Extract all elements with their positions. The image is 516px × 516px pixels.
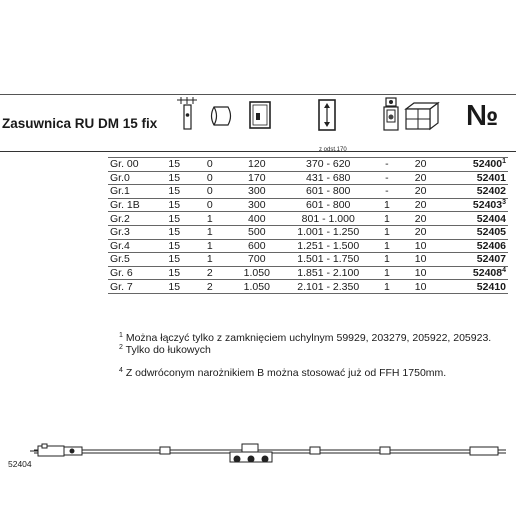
cell-pack: 10 bbox=[402, 266, 440, 280]
footnote-ref: 4 bbox=[502, 267, 506, 275]
table-row bbox=[108, 171, 508, 185]
article-number: 52408 bbox=[472, 267, 503, 280]
cell-code bbox=[439, 266, 508, 280]
cell-size: Gr.0 bbox=[108, 171, 158, 185]
table-row bbox=[108, 280, 508, 294]
cell-pack: 10 bbox=[402, 253, 440, 267]
article-number: 52406 bbox=[476, 239, 506, 252]
cell-pack: 10 bbox=[402, 239, 440, 253]
cell-range: 601 - 800 bbox=[284, 185, 372, 199]
footnote-text: Można łączyć tylko z zamknięciem uchylnym 59929, 203279, 205922, 205923. bbox=[125, 332, 492, 344]
cell-a: 15 bbox=[158, 158, 190, 172]
footnote-1 bbox=[119, 332, 491, 344]
cell-c: - bbox=[372, 171, 402, 185]
footnote-2 bbox=[119, 344, 211, 356]
cell-a: 15 bbox=[158, 266, 190, 280]
cell-c: 1 bbox=[372, 239, 402, 253]
cell-code bbox=[439, 280, 508, 294]
cell-range: 801 - 1.000 bbox=[284, 212, 372, 226]
footnote-ref: 1 bbox=[502, 158, 506, 166]
cell-range: 1.501 - 1.750 bbox=[284, 253, 372, 267]
product-title: Zasuwnica RU DM 15 fix bbox=[2, 116, 158, 131]
cell-range: 601 - 800 bbox=[284, 198, 372, 212]
cell-a: 15 bbox=[158, 239, 190, 253]
cell-c: - bbox=[372, 185, 402, 199]
cell-a: 15 bbox=[158, 212, 190, 226]
cell-len: 300 bbox=[229, 185, 284, 199]
article-number: 52410 bbox=[476, 280, 506, 293]
cell-size: Gr.3 bbox=[108, 225, 158, 239]
cell-code bbox=[439, 225, 508, 239]
cell-code bbox=[439, 253, 508, 267]
footnote-4 bbox=[119, 367, 446, 379]
footnote-marker: 2 bbox=[119, 344, 123, 351]
cell-code bbox=[439, 212, 508, 226]
footnote-marker: 1 bbox=[119, 332, 123, 339]
cell-len: 300 bbox=[229, 198, 284, 212]
cell-size: Gr. 1B bbox=[108, 198, 158, 212]
cell-size: Gr. 00 bbox=[108, 158, 158, 172]
cell-range: 1.001 - 1.250 bbox=[284, 225, 372, 239]
range-note: z odst.170 bbox=[319, 147, 347, 153]
article-number: 52400 bbox=[472, 158, 503, 171]
cell-len: 500 bbox=[229, 225, 284, 239]
footnote-text: Tylko do łukowych bbox=[125, 344, 211, 356]
cell-b: 0 bbox=[190, 185, 229, 199]
cell-b: 2 bbox=[190, 266, 229, 280]
cell-code bbox=[439, 158, 508, 172]
cell-c: 1 bbox=[372, 198, 402, 212]
espagnolette-drawing bbox=[30, 438, 510, 472]
cell-code bbox=[439, 171, 508, 185]
table-row bbox=[108, 198, 508, 212]
cell-a: 15 bbox=[158, 171, 190, 185]
cell-size: Gr.2 bbox=[108, 212, 158, 226]
cell-a: 15 bbox=[158, 198, 190, 212]
cell-size: Gr. 7 bbox=[108, 280, 158, 294]
cell-b: 0 bbox=[190, 158, 229, 172]
table-row bbox=[108, 225, 508, 239]
article-number: 52404 bbox=[476, 212, 506, 225]
cell-range: 1.251 - 1.500 bbox=[284, 239, 372, 253]
cell-range: 2.101 - 2.350 bbox=[284, 280, 372, 294]
cell-size: Gr.1 bbox=[108, 185, 158, 199]
table-row bbox=[108, 158, 508, 172]
footnote-ref: 3 bbox=[502, 199, 506, 207]
cell-len: 700 bbox=[229, 253, 284, 267]
cell-len: 170 bbox=[229, 171, 284, 185]
drawing-label: 52404 bbox=[8, 459, 32, 469]
sash-icon bbox=[249, 101, 271, 129]
cell-c: 1 bbox=[372, 253, 402, 267]
cell-pack: 20 bbox=[402, 185, 440, 199]
table-row bbox=[108, 239, 508, 253]
cell-a: 15 bbox=[158, 225, 190, 239]
cell-pack: 20 bbox=[402, 198, 440, 212]
cell-a: 15 bbox=[158, 280, 190, 294]
top-rule bbox=[0, 94, 516, 95]
cell-size: Gr.4 bbox=[108, 239, 158, 253]
cell-b: 1 bbox=[190, 253, 229, 267]
cell-b: 1 bbox=[190, 225, 229, 239]
table-row bbox=[108, 253, 508, 267]
table-row bbox=[108, 266, 508, 280]
cell-len: 600 bbox=[229, 239, 284, 253]
cell-pack: 20 bbox=[402, 171, 440, 185]
footnote-marker: 4 bbox=[119, 367, 123, 374]
cylinder-icon bbox=[208, 104, 234, 128]
cell-range: 370 - 620 bbox=[284, 158, 372, 172]
cell-b: 1 bbox=[190, 239, 229, 253]
cell-code bbox=[439, 239, 508, 253]
cell-pack: 20 bbox=[402, 158, 440, 172]
cube-icon bbox=[404, 101, 440, 131]
cell-len: 1.050 bbox=[229, 266, 284, 280]
table-row bbox=[108, 212, 508, 226]
header-rule bbox=[0, 151, 516, 152]
footnote-text: Z odwróconym narożnikiem B można stosować już od FFH 1750mm. bbox=[125, 367, 447, 379]
table-row bbox=[108, 185, 508, 199]
cell-range: 1.851 - 2.100 bbox=[284, 266, 372, 280]
cell-c: - bbox=[372, 158, 402, 172]
cell-a: 15 bbox=[158, 253, 190, 267]
spec-table bbox=[108, 157, 508, 294]
cell-len: 400 bbox=[229, 212, 284, 226]
cell-code bbox=[439, 185, 508, 199]
cell-c: 1 bbox=[372, 266, 402, 280]
article-number: 52401 bbox=[476, 171, 506, 184]
cell-b: 1 bbox=[190, 212, 229, 226]
height-arrow-icon bbox=[318, 99, 336, 131]
cell-size: Gr. 6 bbox=[108, 266, 158, 280]
cell-len: 1.050 bbox=[229, 280, 284, 294]
backset-dimension-icon bbox=[176, 96, 198, 130]
cell-pack: 20 bbox=[402, 225, 440, 239]
article-number: 52405 bbox=[476, 226, 506, 239]
cell-b: 0 bbox=[190, 171, 229, 185]
cell-len: 120 bbox=[229, 158, 284, 172]
lock-hardware-icon bbox=[382, 97, 400, 131]
cell-c: 1 bbox=[372, 225, 402, 239]
cell-pack: 10 bbox=[402, 280, 440, 294]
cell-code bbox=[439, 198, 508, 212]
cell-pack: 20 bbox=[402, 212, 440, 226]
article-number: 52407 bbox=[476, 253, 506, 266]
article-number: 52403 bbox=[472, 199, 503, 212]
article-number: 52402 bbox=[476, 185, 506, 198]
cell-a: 15 bbox=[158, 185, 190, 199]
cell-b: 0 bbox=[190, 198, 229, 212]
cell-size: Gr.5 bbox=[108, 253, 158, 267]
cell-range: 431 - 680 bbox=[284, 171, 372, 185]
number-header: № bbox=[466, 100, 498, 132]
cell-c: 1 bbox=[372, 280, 402, 294]
cell-c: 1 bbox=[372, 212, 402, 226]
cell-b: 2 bbox=[190, 280, 229, 294]
